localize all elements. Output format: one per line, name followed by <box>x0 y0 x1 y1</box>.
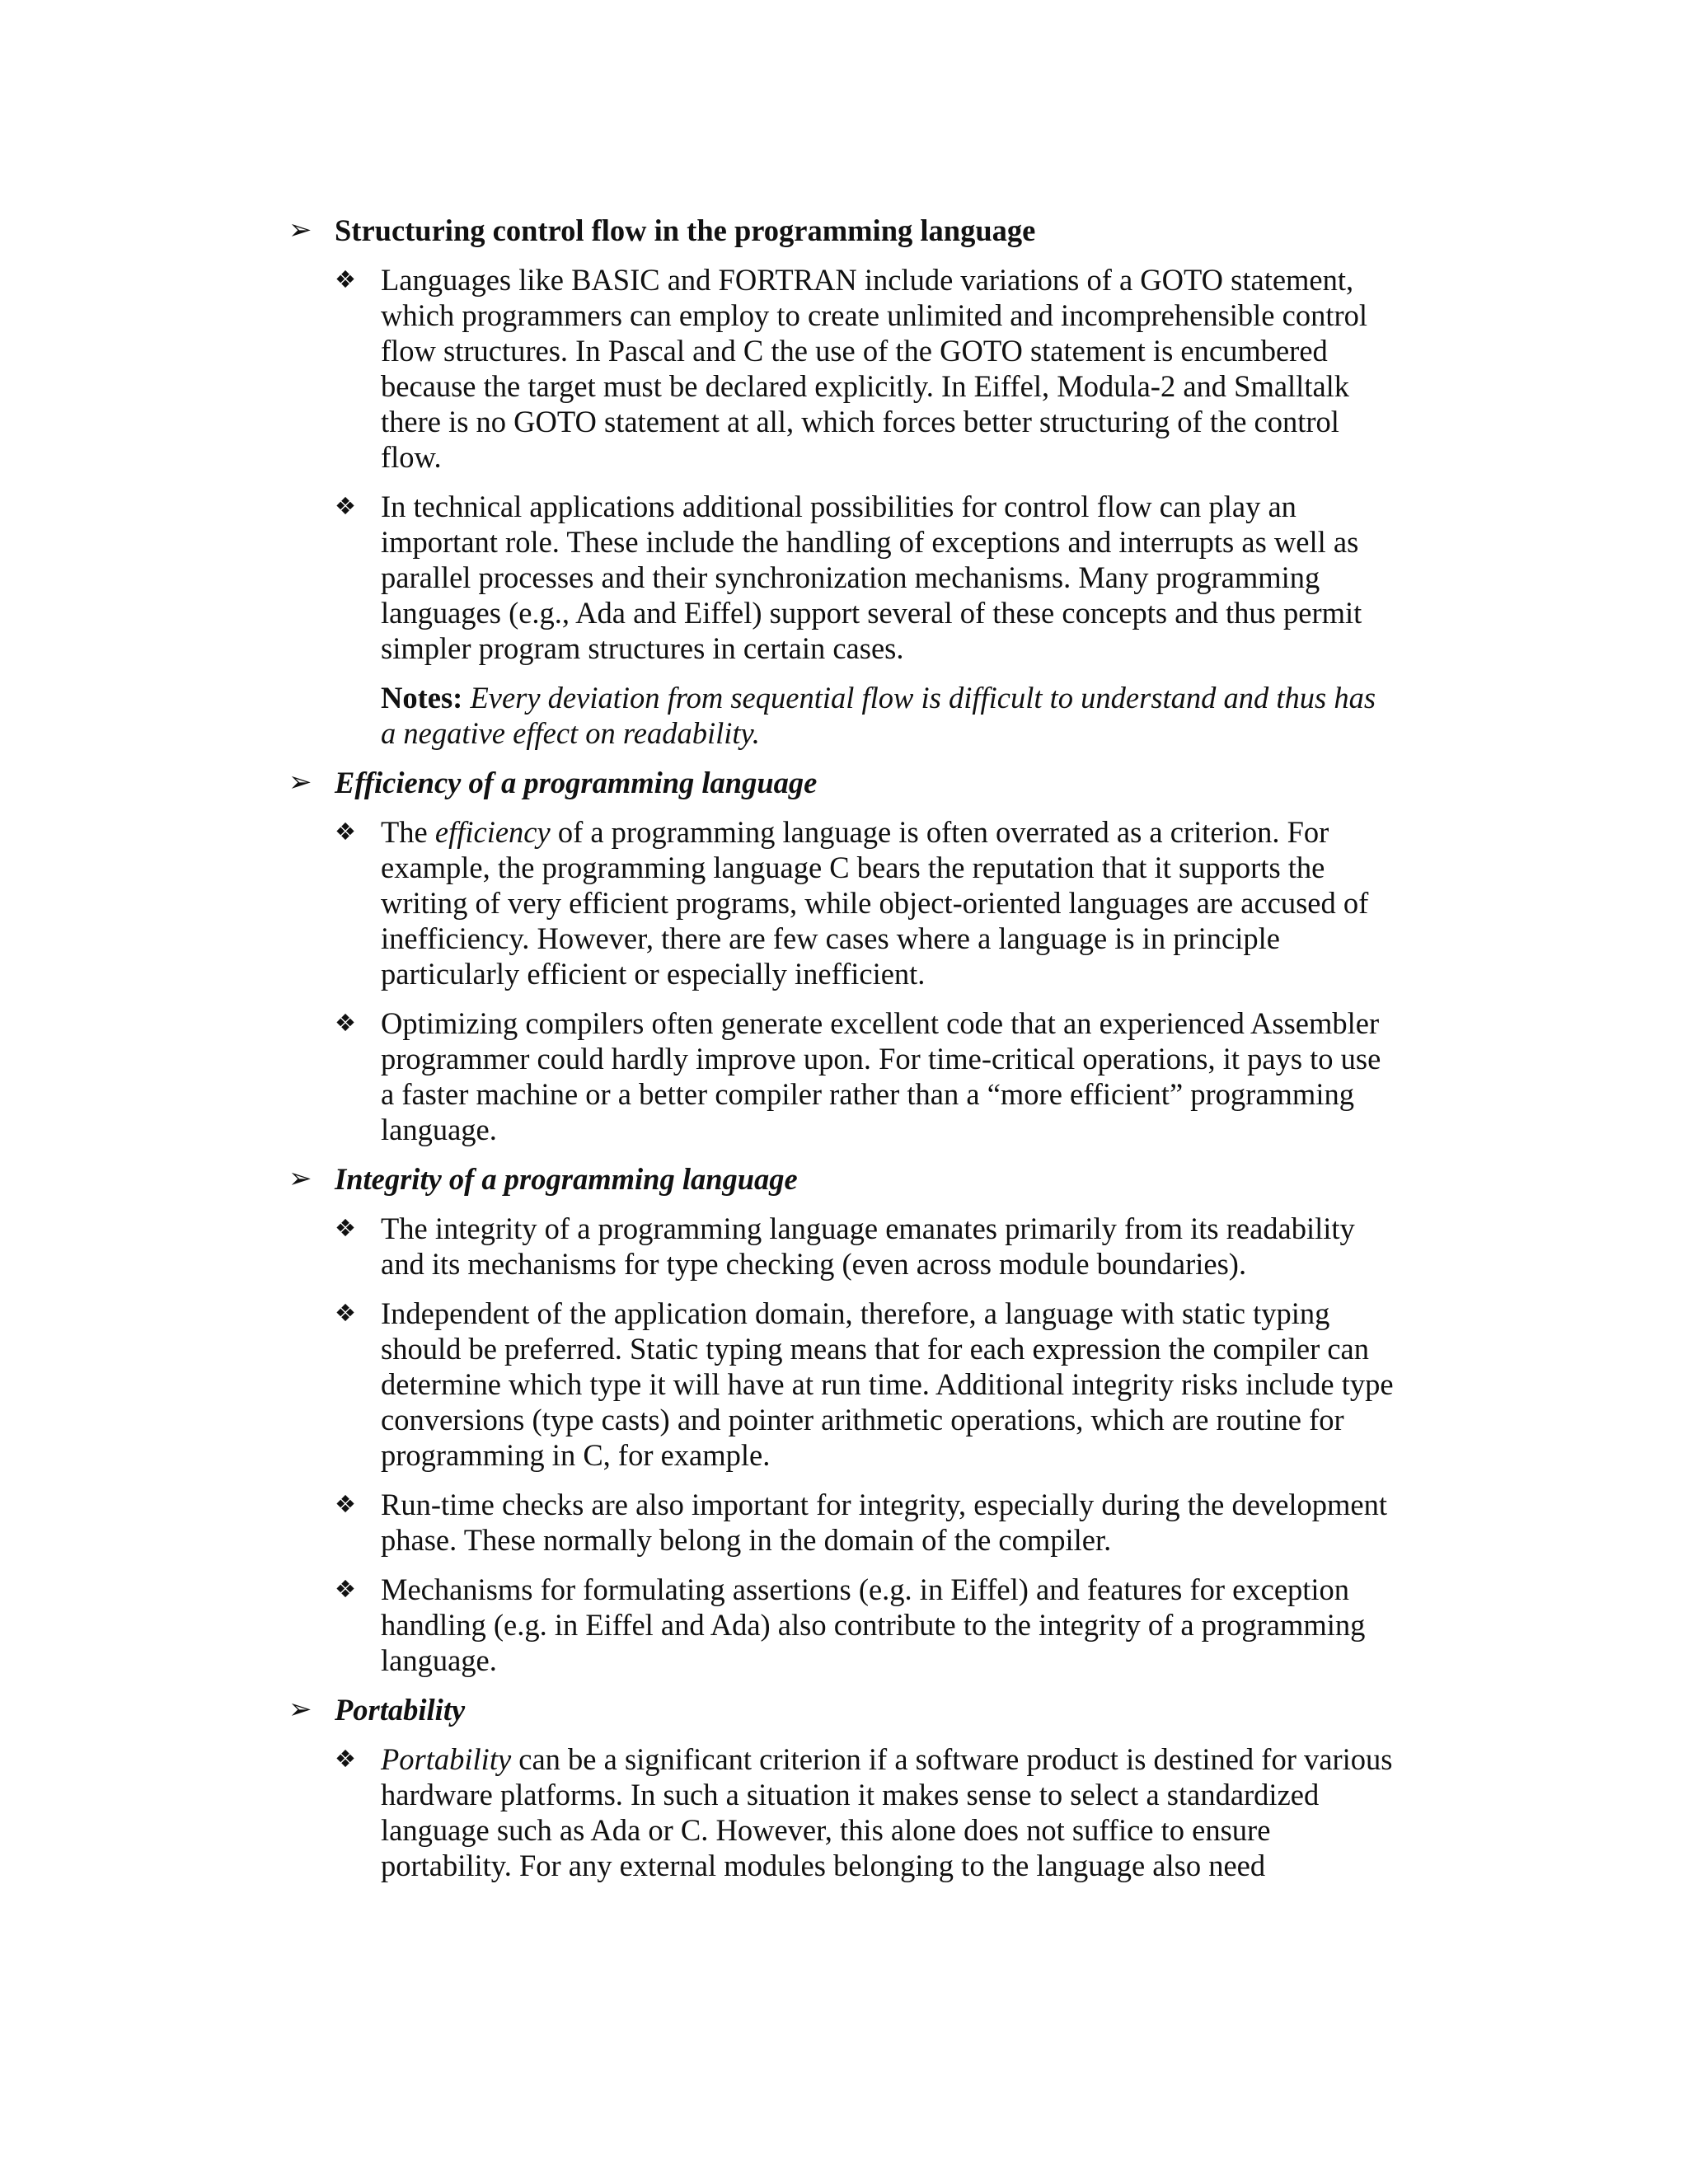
four-diamond-bullet-icon: ❖ <box>335 818 356 846</box>
four-diamond-bullet-icon: ❖ <box>335 1745 356 1773</box>
list-item-emphasis: efficiency <box>434 815 551 849</box>
section-heading-efficiency <box>288 765 1397 800</box>
section-heading-portability <box>288 1692 1397 1727</box>
section-heading-text: Portability <box>335 1693 466 1727</box>
list-item-text: Optimizing compilers often generate excellent code that an experienced Assembler programmer could hardly improve upon. For time-critical operations, it pays to use a faster machine or a better compiler rather than a “more efficient” programming language. <box>381 1006 1381 1146</box>
four-diamond-bullet-icon: ❖ <box>335 1299 356 1327</box>
section-heading-text: Efficiency of a programming language <box>335 766 818 799</box>
arrowhead-bullet-icon: ➢ <box>288 1162 312 1195</box>
note-paragraph <box>381 680 1397 751</box>
list-item-text: The integrity of a programming language emanates primarily from its readability and its mechanisms for type checking (even across module boundaries). <box>381 1212 1355 1281</box>
list-item <box>335 489 1397 666</box>
list-item-text: Independent of the application domain, therefore, a language with static typing should be preferred. Static typing means that for each expression the compiler can determine which type it will have at run time. Additional integrity risks include type conversions (type casts) and pointer arithmetic operations, which are routine for programming in C, for example. <box>381 1296 1394 1472</box>
list-item-text-pre: The <box>381 815 435 849</box>
section-heading-control-flow <box>288 213 1397 248</box>
arrowhead-bullet-icon: ➢ <box>288 213 312 246</box>
section-heading-integrity <box>288 1161 1397 1197</box>
list-item-text: Mechanisms for formulating assertions (e.g. in Eiffel) and features for exception handling (e.g. in Eiffel and Ada) also contribute to the integrity of a programming language. <box>381 1572 1366 1677</box>
four-diamond-bullet-icon: ❖ <box>335 1575 356 1603</box>
list-item <box>335 1296 1397 1473</box>
four-diamond-bullet-icon: ❖ <box>335 1214 356 1242</box>
list-item <box>335 1211 1397 1282</box>
document-body <box>288 213 1397 1897</box>
list-item-text: Run-time checks are also important for integrity, especially during the development phase. These normally belong in the domain of the compiler. <box>381 1488 1388 1557</box>
list-item-text: Languages like BASIC and FORTRAN include variations of a GOTO statement, which programmers can employ to create unlimited and incomprehensible control flow structures. In Pascal and C the use of the GOTO statement is encumbered because the target must be declared explicitly. In Eiffel, Modula-2 and Smalltalk there is no GOTO statement at all, which forces better structuring of the control flow. <box>381 263 1368 474</box>
list-item <box>335 814 1397 991</box>
list-item <box>335 1741 1397 1883</box>
four-diamond-bullet-icon: ❖ <box>335 265 356 293</box>
arrowhead-bullet-icon: ➢ <box>288 1693 312 1726</box>
list-item-text-post: of a programming language is often overrated as a criterion. For example, the programming language C bears the reputation that it supports the writing of very efficient programs, while object-oriented languages are accused of inefficiency. However, there are few cases where a language is in principle particularly efficient or especially inefficient. <box>381 815 1369 991</box>
note-text: Every deviation from sequential flow is difficult to understand and thus has a negative effect on readability. <box>381 681 1376 750</box>
list-item <box>335 262 1397 475</box>
section-heading-text: Structuring control flow in the programming language <box>335 213 1036 247</box>
four-diamond-bullet-icon: ❖ <box>335 492 356 520</box>
four-diamond-bullet-icon: ❖ <box>335 1009 356 1037</box>
list-item <box>335 1487 1397 1558</box>
list-item <box>335 1572 1397 1678</box>
arrowhead-bullet-icon: ➢ <box>288 766 312 799</box>
list-item <box>335 1005 1397 1147</box>
list-item-text-post: can be a significant criterion if a software product is destined for various hardware platforms. In such a situation it makes sense to select a standardized language such as Ada or C. However, this alone does not suffice to ensure portability. For any external modules belonging to the language also need <box>381 1742 1393 1882</box>
section-heading-text: Integrity of a programming language <box>335 1162 798 1196</box>
note-label: Notes: <box>381 681 463 715</box>
list-item-emphasis: Portability <box>381 1742 512 1776</box>
list-item-text: In technical applications additional possibilities for control flow can play an important role. These include the handling of exceptions and interrupts as well as parallel processes and their synchronization mechanisms. Many programming languages (e.g., Ada and Eiffel) support several of these concepts and thus permit simpler program structures in certain cases. <box>381 490 1362 665</box>
four-diamond-bullet-icon: ❖ <box>335 1490 356 1518</box>
